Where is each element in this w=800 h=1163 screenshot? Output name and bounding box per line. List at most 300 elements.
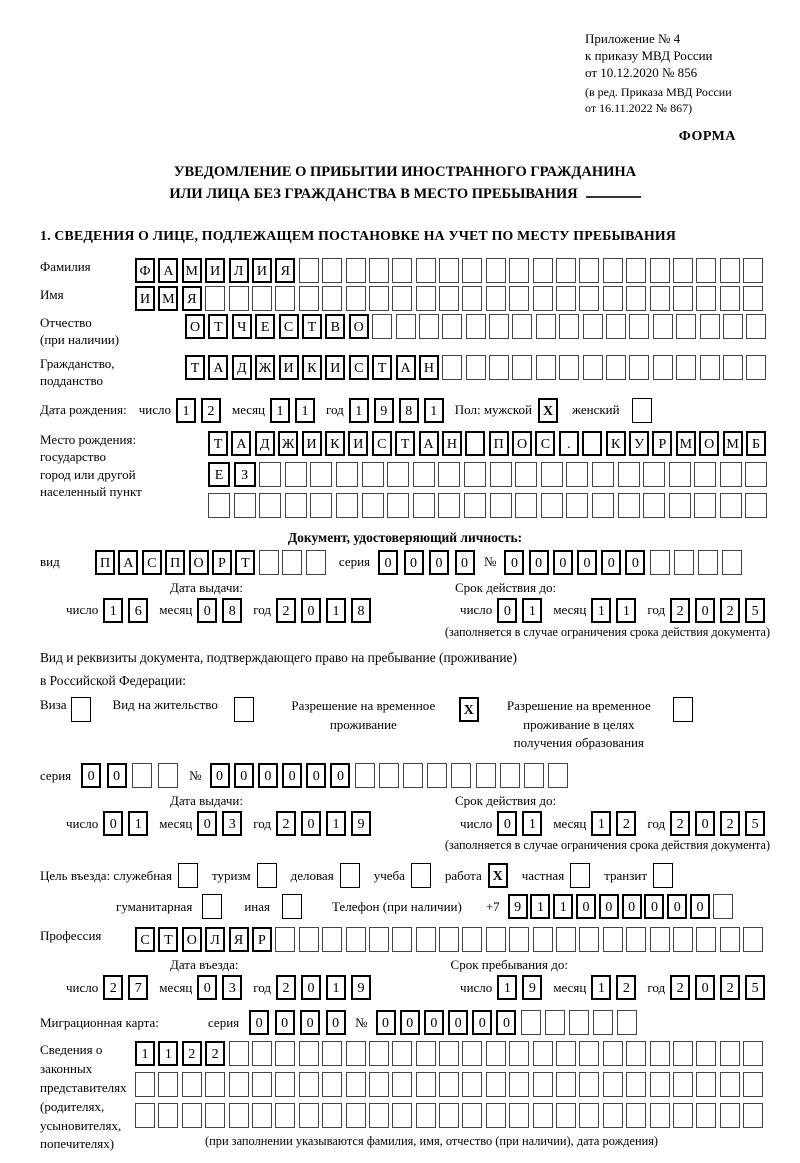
char-cell[interactable]: 1	[349, 398, 369, 423]
char-cell[interactable]	[629, 314, 649, 339]
char-cell[interactable]	[669, 462, 691, 487]
char-cell[interactable]	[182, 1072, 202, 1097]
char-cell[interactable]	[416, 1072, 436, 1097]
char-cell[interactable]	[275, 286, 295, 311]
char-cell[interactable]	[234, 493, 256, 518]
char-cell[interactable]	[579, 258, 599, 283]
char-cell[interactable]: А	[208, 355, 228, 380]
char-cell[interactable]	[439, 1103, 459, 1128]
char-cell[interactable]: П	[489, 431, 509, 456]
char-cell[interactable]: Д	[232, 355, 252, 380]
char-cell[interactable]	[438, 493, 460, 518]
char-cell[interactable]: 2	[616, 811, 636, 836]
char-cell[interactable]	[439, 927, 459, 952]
char-cell[interactable]	[285, 462, 307, 487]
char-cell[interactable]	[696, 258, 716, 283]
char-cell[interactable]	[322, 286, 342, 311]
char-cell[interactable]	[346, 1103, 366, 1128]
char-cell[interactable]	[346, 258, 366, 283]
char-cell[interactable]: 0	[529, 550, 549, 575]
char-cell[interactable]: 2	[670, 811, 690, 836]
char-cell[interactable]: 3	[222, 975, 242, 1000]
char-cell[interactable]: 0	[301, 811, 321, 836]
rvp-checkbox[interactable]: X	[459, 697, 479, 722]
char-cell[interactable]: Т	[208, 314, 228, 339]
char-cell[interactable]: Т	[395, 431, 415, 456]
char-cell[interactable]	[698, 550, 718, 575]
char-cell[interactable]	[676, 355, 696, 380]
char-cell[interactable]: Ж	[278, 431, 298, 456]
char-cell[interactable]: 1	[591, 811, 611, 836]
char-cell[interactable]	[541, 493, 563, 518]
char-cell[interactable]	[626, 927, 646, 952]
char-cell[interactable]: С	[279, 314, 299, 339]
char-cell[interactable]	[299, 927, 319, 952]
char-cell[interactable]: Р	[652, 431, 672, 456]
char-cell[interactable]	[416, 286, 436, 311]
char-cell[interactable]: 1	[158, 1041, 178, 1066]
char-cell[interactable]	[583, 314, 603, 339]
char-cell[interactable]	[694, 462, 716, 487]
char-cell[interactable]: Р	[252, 927, 272, 952]
char-cell[interactable]	[509, 286, 529, 311]
char-cell[interactable]	[618, 462, 640, 487]
char-cell[interactable]	[462, 1103, 482, 1128]
char-cell[interactable]: 0	[300, 1010, 320, 1035]
char-cell[interactable]	[524, 763, 544, 788]
char-cell[interactable]	[696, 1041, 716, 1066]
char-cell[interactable]	[336, 493, 358, 518]
char-cell[interactable]	[673, 927, 693, 952]
char-cell[interactable]	[579, 1072, 599, 1097]
char-cell[interactable]	[536, 355, 556, 380]
char-cell[interactable]	[509, 927, 529, 952]
char-cell[interactable]	[556, 286, 576, 311]
char-cell[interactable]	[462, 258, 482, 283]
char-cell[interactable]	[533, 286, 553, 311]
char-cell[interactable]	[700, 355, 720, 380]
char-cell[interactable]: 7	[128, 975, 148, 1000]
char-cell[interactable]	[593, 1010, 613, 1035]
char-cell[interactable]	[413, 462, 435, 487]
char-cell[interactable]: 0	[197, 975, 217, 1000]
char-cell[interactable]: П	[165, 550, 185, 575]
char-cell[interactable]	[566, 493, 588, 518]
char-cell[interactable]: К	[606, 431, 626, 456]
char-cell[interactable]	[509, 1072, 529, 1097]
char-cell[interactable]	[369, 927, 389, 952]
char-cell[interactable]	[369, 286, 389, 311]
char-cell[interactable]	[387, 462, 409, 487]
char-cell[interactable]: О	[189, 550, 209, 575]
char-cell[interactable]: 8	[222, 598, 242, 623]
char-cell[interactable]	[322, 1103, 342, 1128]
char-cell[interactable]: 0	[249, 1010, 269, 1035]
char-cell[interactable]	[626, 258, 646, 283]
char-cell[interactable]: 0	[301, 598, 321, 623]
char-cell[interactable]: 0	[258, 763, 278, 788]
char-cell[interactable]: 0	[81, 763, 101, 788]
char-cell[interactable]: 0	[472, 1010, 492, 1035]
char-cell[interactable]: А	[158, 258, 178, 283]
char-cell[interactable]	[536, 314, 556, 339]
char-cell[interactable]	[346, 1072, 366, 1097]
char-cell[interactable]: 0	[424, 1010, 444, 1035]
char-cell[interactable]: Т	[158, 927, 178, 952]
char-cell[interactable]	[696, 286, 716, 311]
char-cell[interactable]	[486, 927, 506, 952]
char-cell[interactable]	[439, 286, 459, 311]
char-cell[interactable]	[509, 258, 529, 283]
char-cell[interactable]	[322, 1072, 342, 1097]
char-cell[interactable]	[490, 493, 512, 518]
char-cell[interactable]: 2	[276, 598, 296, 623]
char-cell[interactable]: 2	[276, 811, 296, 836]
char-cell[interactable]: С	[142, 550, 162, 575]
char-cell[interactable]	[545, 1010, 565, 1035]
char-cell[interactable]	[462, 1041, 482, 1066]
char-cell[interactable]: 1	[530, 894, 550, 919]
char-cell[interactable]	[650, 1041, 670, 1066]
rvp-edu-checkbox[interactable]	[673, 697, 693, 722]
char-cell[interactable]: 2	[276, 975, 296, 1000]
char-cell[interactable]	[369, 1103, 389, 1128]
char-cell[interactable]	[556, 1041, 576, 1066]
char-cell[interactable]: 0	[622, 894, 642, 919]
char-cell[interactable]: А	[231, 431, 251, 456]
char-cell[interactable]	[466, 355, 486, 380]
char-cell[interactable]	[603, 1103, 623, 1128]
char-cell[interactable]	[346, 286, 366, 311]
char-cell[interactable]	[346, 1041, 366, 1066]
char-cell[interactable]	[299, 1041, 319, 1066]
char-cell[interactable]: 6	[128, 598, 148, 623]
purpose-sluzhebnaya-checkbox[interactable]	[178, 863, 198, 888]
char-cell[interactable]: 5	[745, 975, 765, 1000]
char-cell[interactable]	[700, 314, 720, 339]
char-cell[interactable]	[592, 462, 614, 487]
char-cell[interactable]	[489, 355, 509, 380]
char-cell[interactable]: 2	[670, 598, 690, 623]
char-cell[interactable]: 0	[497, 811, 517, 836]
char-cell[interactable]	[427, 763, 447, 788]
char-cell[interactable]: 9	[351, 811, 371, 836]
char-cell[interactable]: Я	[229, 927, 249, 952]
char-cell[interactable]	[464, 493, 486, 518]
char-cell[interactable]: И	[279, 355, 299, 380]
char-cell[interactable]: 0	[496, 1010, 516, 1035]
char-cell[interactable]	[182, 1103, 202, 1128]
char-cell[interactable]: 0	[695, 598, 715, 623]
char-cell[interactable]	[582, 431, 602, 456]
char-cell[interactable]	[674, 550, 694, 575]
char-cell[interactable]	[392, 1103, 412, 1128]
char-cell[interactable]: Л	[229, 258, 249, 283]
char-cell[interactable]	[579, 927, 599, 952]
char-cell[interactable]	[299, 1072, 319, 1097]
char-cell[interactable]	[486, 1041, 506, 1066]
purpose-delovaya-checkbox[interactable]	[340, 863, 360, 888]
char-cell[interactable]	[275, 1103, 295, 1128]
char-cell[interactable]	[569, 1010, 589, 1035]
purpose-chastnaya-checkbox[interactable]	[570, 863, 590, 888]
char-cell[interactable]	[556, 258, 576, 283]
char-cell[interactable]	[158, 1103, 178, 1128]
char-cell[interactable]	[392, 1072, 412, 1097]
char-cell[interactable]	[336, 462, 358, 487]
char-cell[interactable]	[158, 763, 178, 788]
purpose-gumanitarnaya-checkbox[interactable]	[202, 894, 222, 919]
char-cell[interactable]: 8	[351, 598, 371, 623]
char-cell[interactable]: 9	[374, 398, 394, 423]
char-cell[interactable]	[310, 462, 332, 487]
char-cell[interactable]	[556, 927, 576, 952]
char-cell[interactable]: 0	[197, 598, 217, 623]
char-cell[interactable]	[723, 355, 743, 380]
char-cell[interactable]: П	[95, 550, 115, 575]
char-cell[interactable]	[392, 286, 412, 311]
char-cell[interactable]: 1	[135, 1041, 155, 1066]
char-cell[interactable]	[346, 927, 366, 952]
char-cell[interactable]: И	[348, 431, 368, 456]
char-cell[interactable]	[720, 462, 742, 487]
char-cell[interactable]	[515, 493, 537, 518]
char-cell[interactable]: З	[234, 462, 256, 487]
char-cell[interactable]	[451, 763, 471, 788]
char-cell[interactable]: 9	[522, 975, 542, 1000]
char-cell[interactable]: 3	[222, 811, 242, 836]
char-cell[interactable]: 1	[128, 811, 148, 836]
char-cell[interactable]	[439, 1072, 459, 1097]
char-cell[interactable]	[476, 763, 496, 788]
char-cell[interactable]: 2	[670, 975, 690, 1000]
char-cell[interactable]: 1	[616, 598, 636, 623]
char-cell[interactable]	[205, 1103, 225, 1128]
char-cell[interactable]	[579, 286, 599, 311]
purpose-inaya-checkbox[interactable]	[282, 894, 302, 919]
char-cell[interactable]	[556, 1072, 576, 1097]
char-cell[interactable]	[521, 1010, 541, 1035]
char-cell[interactable]: 0	[404, 550, 424, 575]
char-cell[interactable]: 0	[400, 1010, 420, 1035]
purpose-rabota-checkbox[interactable]: X	[488, 863, 508, 888]
char-cell[interactable]	[252, 1041, 272, 1066]
purpose-tranzit-checkbox[interactable]	[653, 863, 673, 888]
char-cell[interactable]	[285, 493, 307, 518]
char-cell[interactable]: 0	[553, 550, 573, 575]
char-cell[interactable]	[603, 1041, 623, 1066]
char-cell[interactable]: 8	[399, 398, 419, 423]
char-cell[interactable]	[643, 462, 665, 487]
char-cell[interactable]: Р	[212, 550, 232, 575]
char-cell[interactable]	[583, 355, 603, 380]
char-cell[interactable]: 2	[616, 975, 636, 1000]
char-cell[interactable]	[486, 258, 506, 283]
char-cell[interactable]	[132, 763, 152, 788]
char-cell[interactable]: Ч	[232, 314, 252, 339]
char-cell[interactable]	[462, 286, 482, 311]
char-cell[interactable]	[135, 1103, 155, 1128]
char-cell[interactable]	[416, 927, 436, 952]
char-cell[interactable]	[650, 1103, 670, 1128]
char-cell[interactable]	[694, 493, 716, 518]
char-cell[interactable]: 2	[205, 1041, 225, 1066]
char-cell[interactable]: 0	[601, 550, 621, 575]
char-cell[interactable]	[720, 1072, 740, 1097]
char-cell[interactable]	[275, 1041, 295, 1066]
char-cell[interactable]: 2	[201, 398, 221, 423]
char-cell[interactable]: 0	[576, 894, 596, 919]
char-cell[interactable]	[720, 1103, 740, 1128]
char-cell[interactable]: Д	[255, 431, 275, 456]
char-cell[interactable]: И	[135, 286, 155, 311]
char-cell[interactable]: Т	[208, 431, 228, 456]
char-cell[interactable]	[566, 462, 588, 487]
char-cell[interactable]	[533, 1072, 553, 1097]
char-cell[interactable]: Я	[275, 258, 295, 283]
char-cell[interactable]	[252, 1072, 272, 1097]
char-cell[interactable]	[606, 314, 626, 339]
char-cell[interactable]: 5	[745, 811, 765, 836]
char-cell[interactable]	[559, 314, 579, 339]
char-cell[interactable]: 0	[275, 1010, 295, 1035]
char-cell[interactable]: 0	[107, 763, 127, 788]
char-cell[interactable]	[322, 927, 342, 952]
char-cell[interactable]	[669, 493, 691, 518]
sex-female-checkbox[interactable]	[632, 398, 652, 423]
char-cell[interactable]: 0	[497, 598, 517, 623]
char-cell[interactable]: О	[699, 431, 719, 456]
char-cell[interactable]	[282, 550, 302, 575]
char-cell[interactable]	[259, 493, 281, 518]
char-cell[interactable]: 0	[378, 550, 398, 575]
char-cell[interactable]: 1	[326, 598, 346, 623]
char-cell[interactable]	[650, 1072, 670, 1097]
char-cell[interactable]	[696, 927, 716, 952]
char-cell[interactable]: 1	[270, 398, 290, 423]
char-cell[interactable]: И	[302, 431, 322, 456]
visa-checkbox[interactable]	[71, 697, 91, 722]
char-cell[interactable]	[362, 462, 384, 487]
purpose-turizm-checkbox[interactable]	[257, 863, 277, 888]
char-cell[interactable]: 2	[720, 598, 740, 623]
char-cell[interactable]	[229, 1041, 249, 1066]
char-cell[interactable]: О	[349, 314, 369, 339]
char-cell[interactable]: Н	[419, 355, 439, 380]
sex-male-checkbox[interactable]: X	[538, 398, 558, 423]
char-cell[interactable]	[556, 1103, 576, 1128]
char-cell[interactable]	[275, 927, 295, 952]
char-cell[interactable]: Н	[442, 431, 462, 456]
char-cell[interactable]: 0	[210, 763, 230, 788]
char-cell[interactable]	[603, 927, 623, 952]
char-cell[interactable]	[419, 314, 439, 339]
purpose-ucheba-checkbox[interactable]	[411, 863, 431, 888]
char-cell[interactable]	[322, 1041, 342, 1066]
char-cell[interactable]	[512, 314, 532, 339]
char-cell[interactable]	[299, 1103, 319, 1128]
char-cell[interactable]	[533, 1041, 553, 1066]
char-cell[interactable]	[229, 1072, 249, 1097]
char-cell[interactable]	[369, 258, 389, 283]
char-cell[interactable]	[486, 1103, 506, 1128]
char-cell[interactable]: 9	[508, 894, 528, 919]
char-cell[interactable]	[392, 1041, 412, 1066]
char-cell[interactable]: А	[118, 550, 138, 575]
char-cell[interactable]	[626, 1041, 646, 1066]
char-cell[interactable]	[489, 314, 509, 339]
char-cell[interactable]	[442, 355, 462, 380]
char-cell[interactable]	[579, 1041, 599, 1066]
char-cell[interactable]: Т	[185, 355, 205, 380]
char-cell[interactable]	[439, 258, 459, 283]
char-cell[interactable]	[673, 1041, 693, 1066]
char-cell[interactable]	[673, 258, 693, 283]
char-cell[interactable]: 1	[424, 398, 444, 423]
char-cell[interactable]: 0	[301, 975, 321, 1000]
char-cell[interactable]: О	[512, 431, 532, 456]
char-cell[interactable]	[500, 763, 520, 788]
char-cell[interactable]	[673, 1103, 693, 1128]
char-cell[interactable]: О	[182, 927, 202, 952]
char-cell[interactable]: 1	[591, 975, 611, 1000]
char-cell[interactable]	[743, 1103, 763, 1128]
char-cell[interactable]: Т	[235, 550, 255, 575]
char-cell[interactable]: А	[396, 355, 416, 380]
char-cell[interactable]	[743, 1072, 763, 1097]
char-cell[interactable]: С	[135, 927, 155, 952]
char-cell[interactable]	[592, 493, 614, 518]
char-cell[interactable]	[208, 493, 230, 518]
char-cell[interactable]: 0	[625, 550, 645, 575]
char-cell[interactable]	[673, 286, 693, 311]
char-cell[interactable]	[720, 286, 740, 311]
char-cell[interactable]	[369, 1072, 389, 1097]
char-cell[interactable]: 1	[326, 975, 346, 1000]
char-cell[interactable]	[512, 355, 532, 380]
char-cell[interactable]: М	[676, 431, 696, 456]
char-cell[interactable]: 0	[234, 763, 254, 788]
char-cell[interactable]	[229, 286, 249, 311]
char-cell[interactable]	[252, 286, 272, 311]
char-cell[interactable]: 0	[376, 1010, 396, 1035]
char-cell[interactable]: 0	[448, 1010, 468, 1035]
char-cell[interactable]	[486, 286, 506, 311]
char-cell[interactable]	[439, 1041, 459, 1066]
char-cell[interactable]: Ф	[135, 258, 155, 283]
char-cell[interactable]: 0	[429, 550, 449, 575]
char-cell[interactable]	[355, 763, 375, 788]
char-cell[interactable]: 1	[176, 398, 196, 423]
char-cell[interactable]: 0	[504, 550, 524, 575]
char-cell[interactable]: 1	[522, 811, 542, 836]
char-cell[interactable]: 2	[720, 811, 740, 836]
char-cell[interactable]	[299, 286, 319, 311]
char-cell[interactable]	[259, 462, 281, 487]
char-cell[interactable]	[462, 927, 482, 952]
char-cell[interactable]	[322, 258, 342, 283]
char-cell[interactable]: Т	[372, 355, 392, 380]
char-cell[interactable]: 0	[197, 811, 217, 836]
char-cell[interactable]: 0	[306, 763, 326, 788]
char-cell[interactable]: 9	[351, 975, 371, 1000]
residence-permit-checkbox[interactable]	[234, 697, 254, 722]
char-cell[interactable]	[362, 493, 384, 518]
char-cell[interactable]	[603, 286, 623, 311]
char-cell[interactable]	[743, 927, 763, 952]
char-cell[interactable]: М	[158, 286, 178, 311]
char-cell[interactable]: С	[372, 431, 392, 456]
